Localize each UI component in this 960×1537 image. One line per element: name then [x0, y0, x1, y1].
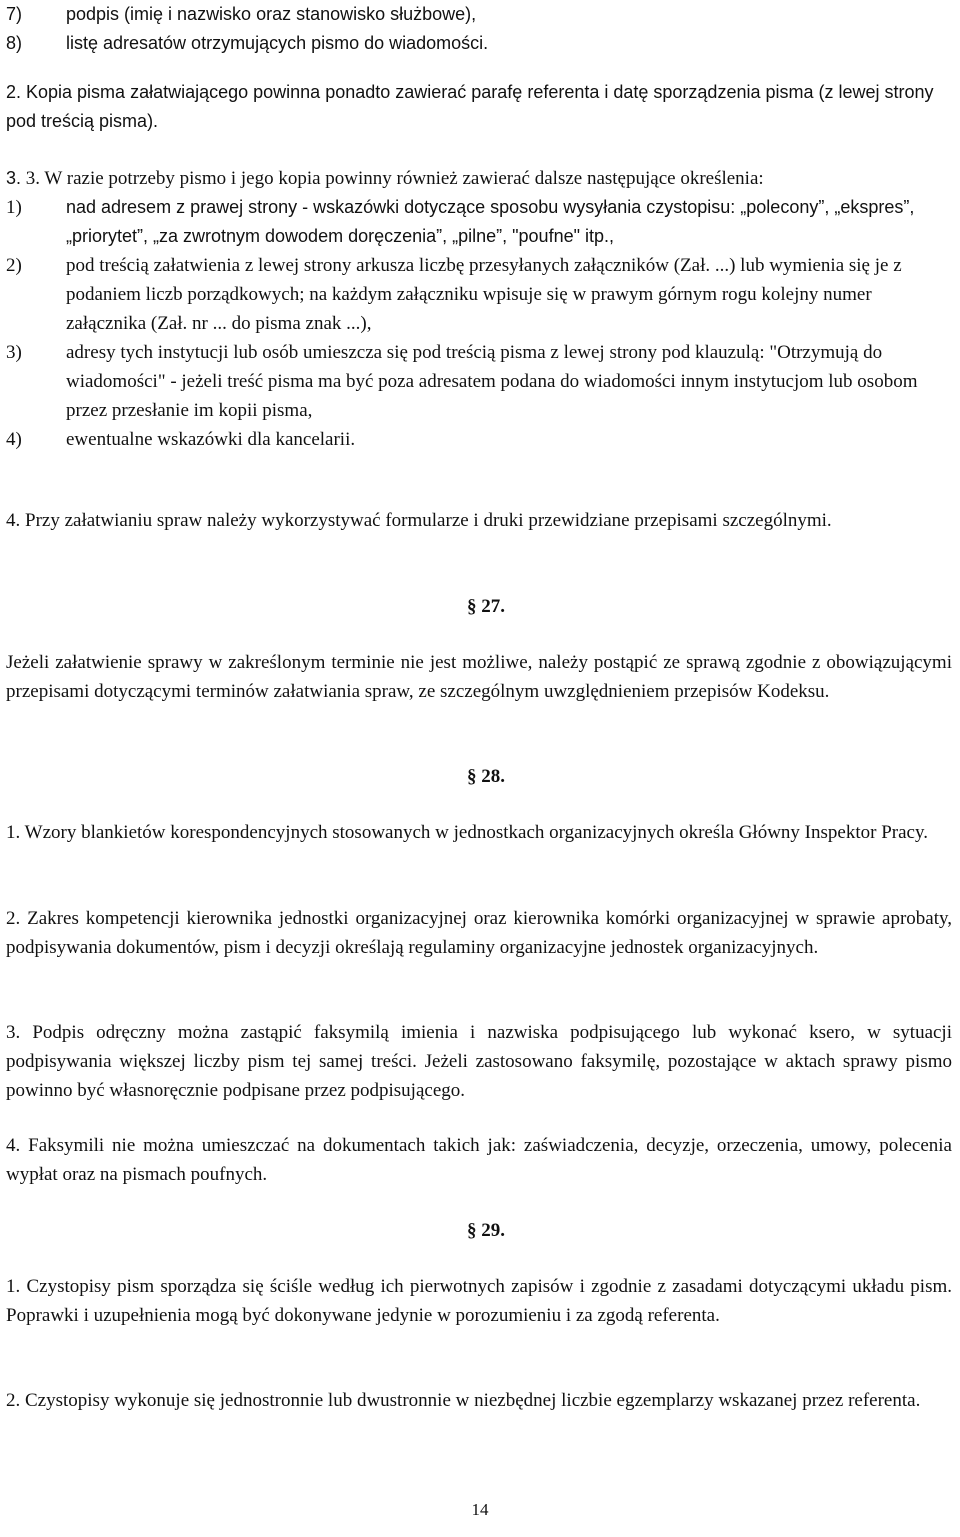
- section-heading-28: [0, 762, 960, 791]
- list-item-number: 2): [6, 255, 22, 276]
- list-item: [6, 29, 946, 58]
- list-item-number: 8): [6, 33, 23, 53]
- list-item-number: 7): [6, 4, 23, 24]
- list-item: [6, 251, 952, 338]
- paragraph-27: Jeżeli załatwienie sprawy w zakreślonym terminie nie jest możliwe, należy postąpić ze sprawą zgodnie z obowiązującymi przepisami dotyczącymi terminów załatwiania spraw, ze szczególnym uwzględnieniem przepisów Kodeksu.: [6, 652, 952, 702]
- list-item-text: nad adresem z prawej strony - wskazówki dotyczące sposobu wysyłania czystopisu: „polecony”, „ekspres”, „priorytet”, „za zwrotnym dowodem doręczenia”, „pilne”, "poufne" itp.,: [66, 197, 915, 246]
- list-item-number: 3): [6, 342, 22, 363]
- list-item-text: pod treścią załatwienia z lewej strony arkusza liczbę przesyłanych załączników (Zał. ...) lub wymienia się je z podaniem liczb porządkowych; na każdym załączniku wpisuje się w prawym górnym rogu kolejny numer załącznika (Zał. nr ... do pisma znak ...),: [66, 255, 902, 334]
- section-heading-27-text: § 27.: [467, 596, 505, 617]
- paragraph-4: 4. Przy załatwianiu spraw należy wykorzystywać formularze i druki przewidziane przepisami szczególnymi.: [6, 510, 832, 531]
- list-item-number: 4): [6, 429, 22, 450]
- paragraph-29-1: 1. Czystopisy pism sporządza się ściśle według ich pierwotnych zapisów i zgodnie z zasadami dotyczącymi układu pism. Poprawki i uzupełnienia mogą być dokonywane jedynie w porozumieniu i za zgodą referenta.: [6, 1276, 952, 1326]
- paragraph-3-number: 3.: [6, 168, 22, 188]
- section-heading-29-text: § 29.: [467, 1220, 505, 1241]
- paragraph-29-2: 2. Czystopisy wykonuje się jednostronnie lub dwustronnie w niezbędnej liczbie egzemplarzy wskazanej przez referenta.: [6, 1390, 921, 1411]
- list-item: [6, 338, 952, 425]
- paragraph-3-intro: [6, 164, 952, 193]
- list-item-text: ewentualne wskazówki dla kancelarii.: [66, 429, 356, 450]
- list-item-text: podpis (imię i nazwisko oraz stanowisko służbowe),: [66, 4, 477, 24]
- page-number: 14: [471, 1500, 489, 1519]
- paragraph-2: 2. Kopia pisma załatwiającego powinna ponadto zawierać parafę referenta i datę sporządzenia pisma (z lewej strony pod treścią pisma).: [6, 82, 934, 131]
- list-item: [6, 193, 952, 251]
- list-p3: [6, 193, 952, 454]
- paragraph-28-4: 4. Faksymili nie można umieszczać na dokumentach takich jak: zaświadczenia, decyzje, orzeczenia, umowy, polecenia wypłat oraz na pismach poufnych.: [6, 1135, 952, 1185]
- list-top: [6, 0, 946, 58]
- list-item-text: listę adresatów otrzymujących pismo do wiadomości.: [66, 33, 489, 53]
- section-heading-29: [0, 1216, 960, 1245]
- paragraph-3-text: 3. W razie potrzeby pismo i jego kopia powinny również zawierać dalsze następujące określenia:: [25, 168, 764, 189]
- paragraph-28-3: 3. Podpis odręczny można zastąpić faksymilą imienia i nazwiska podpisującego lub wykonać ksero, w sytuacji podpisywania większej liczby pism tej samej treści. Jeżeli zastosowano faksymilę, pozostające w aktach sprawy pismo powinno być własnoręcznie podpisane przez podpisującego.: [6, 1022, 952, 1101]
- paragraph-28-1: 1. Wzory blankietów korespondencyjnych stosowanych w jednostkach organizacyjnych określa Główny Inspektor Pracy.: [6, 822, 928, 843]
- list-item-number: 1): [6, 197, 22, 218]
- section-heading-28-text: § 28.: [467, 766, 505, 787]
- list-item-text: adresy tych instytucji lub osób umieszcza się pod treścią pisma z lewej strony pod klauzulą: "Otrzymują do wiadomości" - jeżeli treść pisma ma być poza adresatem podana do wiadomości innym instytucjom lub osobom przez przesłanie im kopii pisma,: [66, 342, 918, 421]
- list-item: [6, 425, 952, 454]
- paragraph-28-2: 2. Zakres kompetencji kierownika jednostki organizacyjnej oraz kierownika komórki organizacyjnej w sprawie aprobaty, podpisywania dokumentów, pism i decyzji określają regulaminy organizacyjne jednostek organizacyjnych.: [6, 908, 952, 958]
- section-heading-27: [0, 592, 960, 621]
- list-item: [6, 0, 946, 29]
